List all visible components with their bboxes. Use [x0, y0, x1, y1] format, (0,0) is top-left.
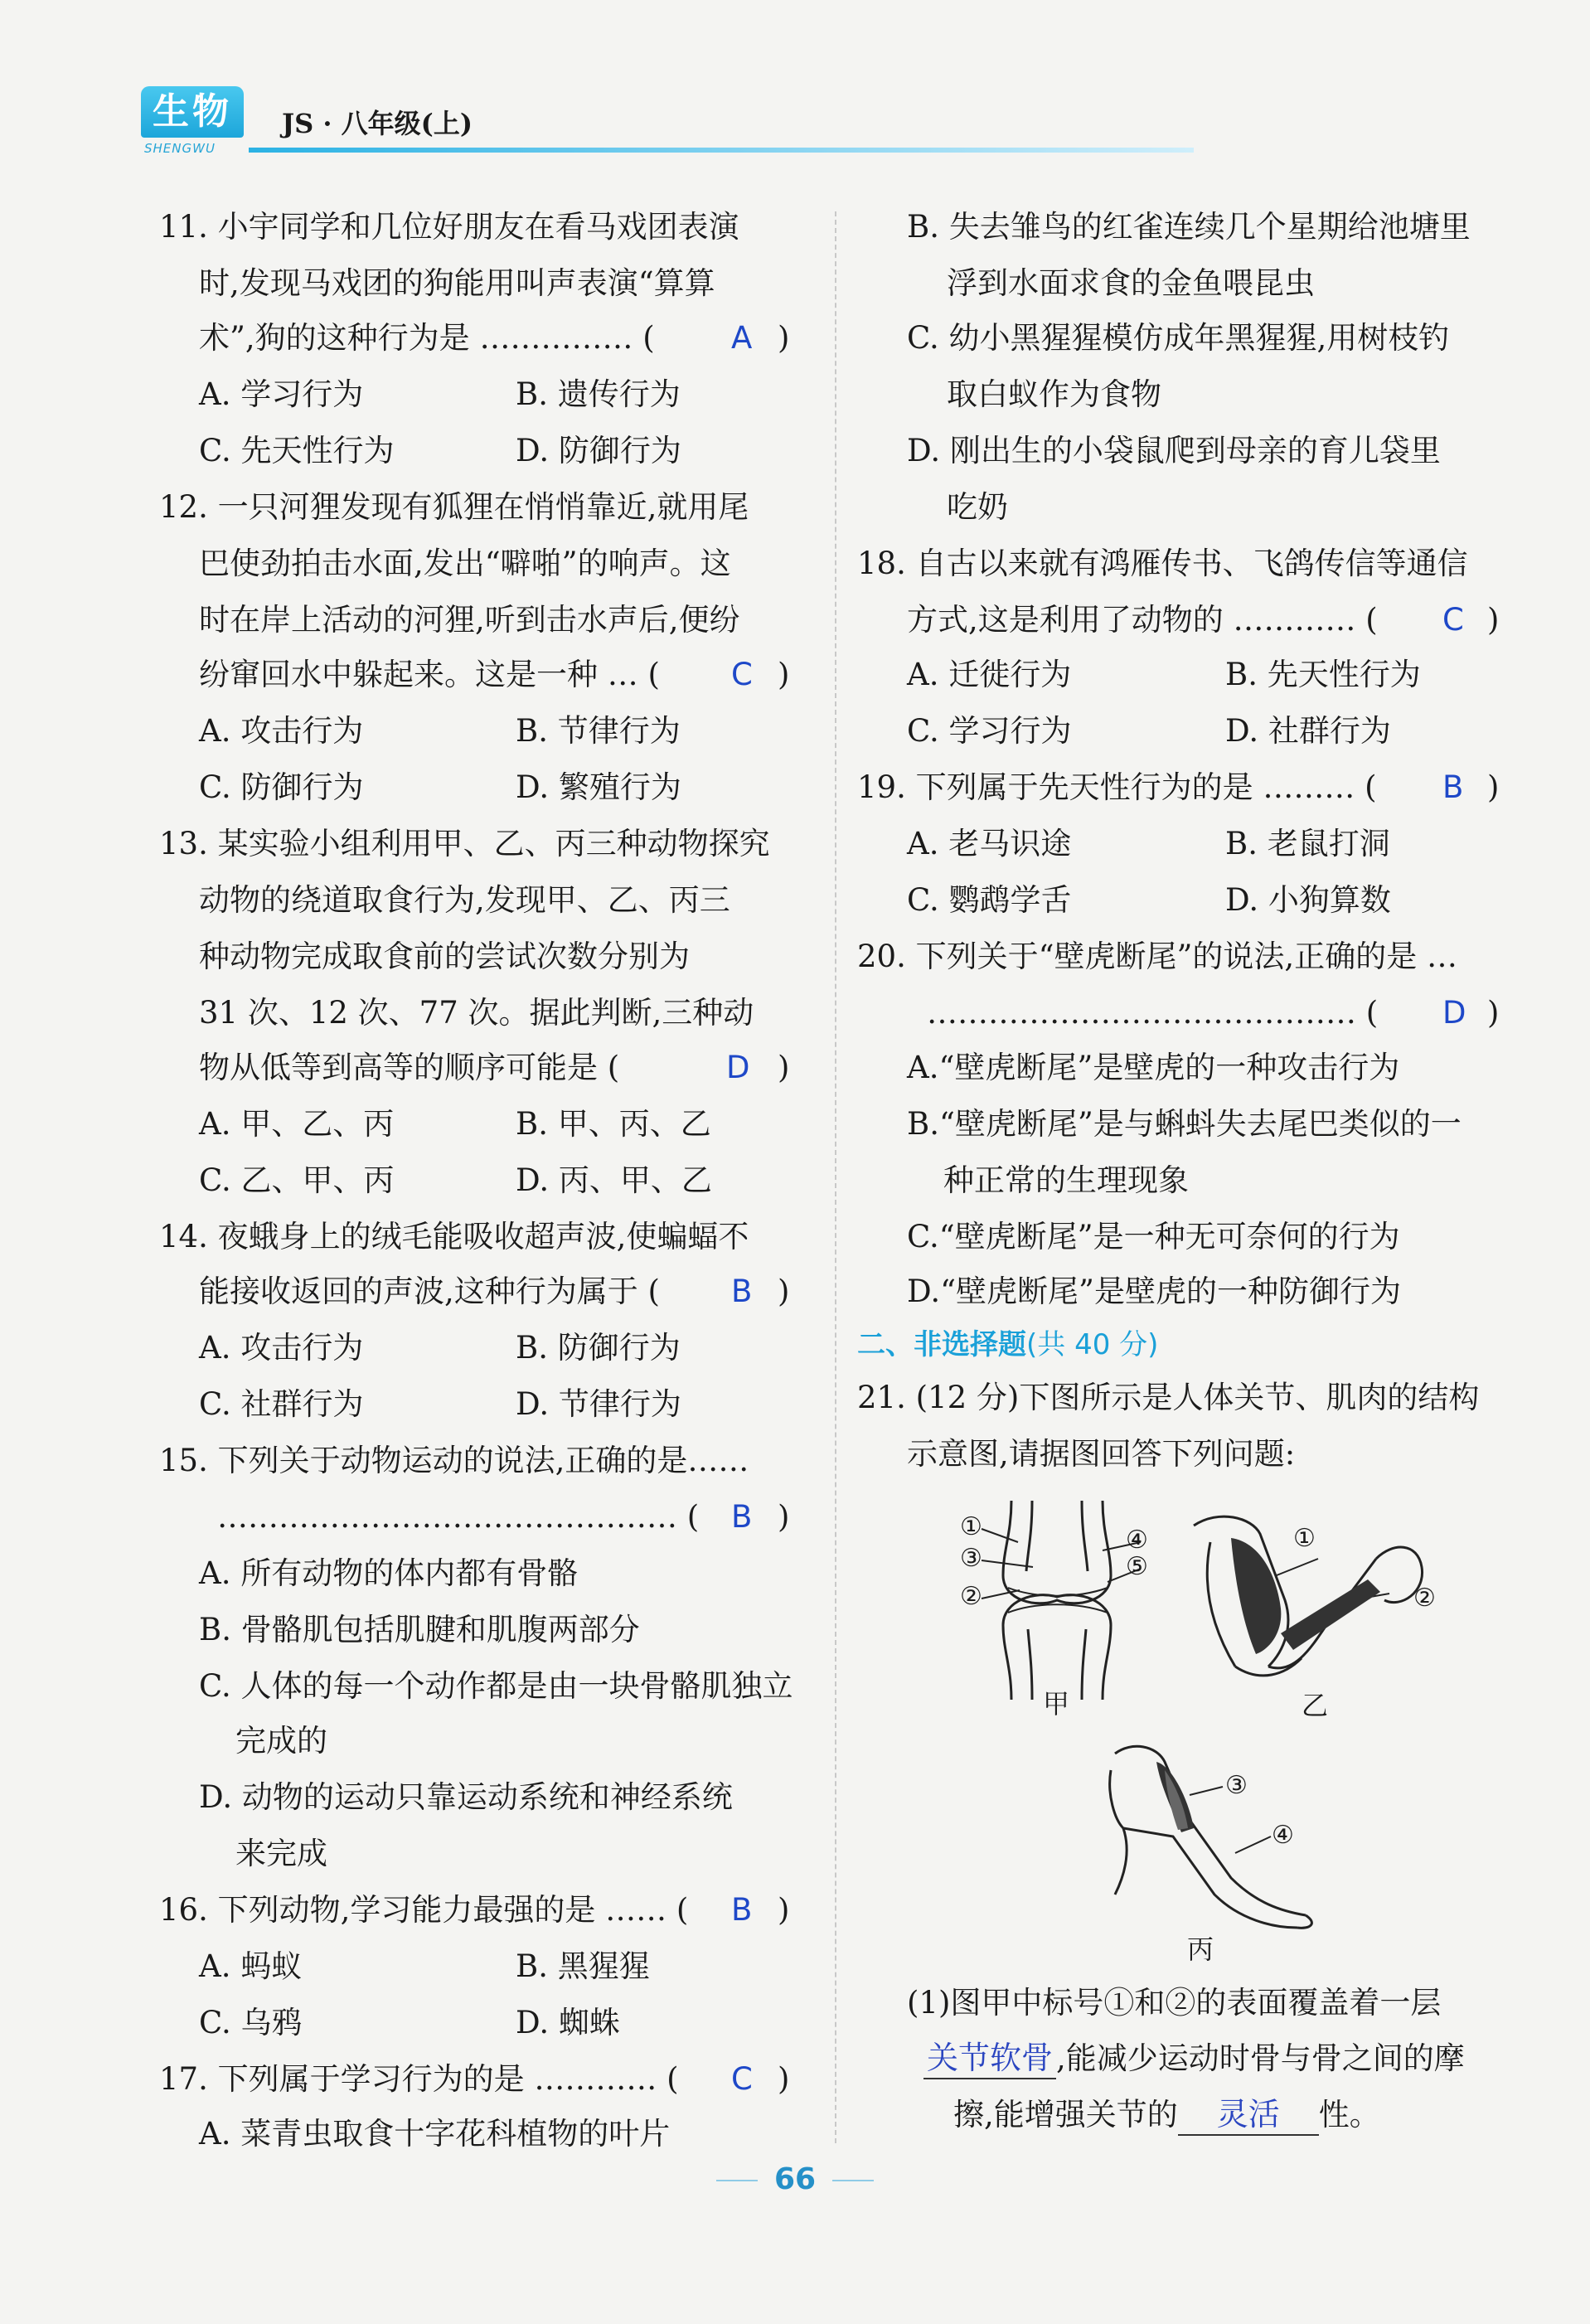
q16-option-b: B. 黑猩猩	[516, 1948, 650, 1984]
q15-option-d-cont: 来完成	[235, 1836, 327, 1871]
q21-sub1-line-3	[953, 2094, 1380, 2136]
q17-option-a: A. 菜青虫取食十字花科植物的叶片	[199, 2116, 671, 2152]
q16-option-c: C. 乌鸦	[199, 2005, 303, 2040]
extended-arm-label-3: ③	[1225, 1771, 1248, 1800]
q13-answer: D	[726, 1050, 750, 1085]
q12-line-1: 12. 一只河狸发现有狐狸在悄悄靠近,就用尾	[159, 489, 749, 525]
section-2-heading	[857, 1325, 1158, 1365]
q18-close-paren: )	[1487, 602, 1500, 638]
q13-close-paren: )	[778, 1050, 790, 1085]
q16-line-1: 16. 下列动物,学习能力最强的是 …… (	[159, 1892, 689, 1928]
knee-label-4: ④	[1126, 1526, 1148, 1555]
q13-option-d: D. 丙、甲、乙	[516, 1162, 712, 1198]
header-rule	[249, 148, 1194, 153]
logo-subtitle: SHENGWU	[144, 141, 216, 156]
q14-option-c: C. 社群行为	[199, 1386, 364, 1422]
q17-option-c-cont: 取白蚁作为食物	[947, 376, 1161, 412]
q15-close-paren: )	[778, 1499, 790, 1535]
q13-line-3: 种动物完成取食前的尝试次数分别为	[199, 939, 690, 974]
q11-option-d: D. 防御行为	[516, 433, 681, 468]
q12-answer: C	[731, 657, 753, 692]
q12-close-paren: )	[778, 657, 790, 692]
q19-option-d: D. 小狗算数	[1225, 882, 1391, 918]
page-number-dash-right	[832, 2180, 874, 2181]
q12-option-b: B. 节律行为	[516, 713, 681, 749]
q20-option-c: C.“壁虎断尾”是一种无可奈何的行为	[907, 1219, 1400, 1254]
section-2-points: (共 40 分)	[1026, 1328, 1159, 1361]
q18-line-2: 方式,这是利用了动物的 ………… (	[907, 602, 1378, 638]
page-number-value: 66	[773, 2162, 817, 2196]
q20-option-d: D.“壁虎断尾”是壁虎的一种防御行为	[907, 1274, 1401, 1309]
q21-sub1-line-2-text: ,能减少运动时骨与骨之间的摩	[1056, 2040, 1465, 2076]
q19-option-a: A. 老马识途	[907, 826, 1072, 861]
q14-line-2: 能接收返回的声波,这种行为属于 (	[199, 1274, 660, 1309]
q15-option-c-cont: 完成的	[235, 1723, 327, 1759]
q13-line-1: 13. 某实验小组利用甲、乙、丙三种动物探究	[159, 826, 770, 861]
q12-line-3: 时在岸上活动的河狸,听到击水声后,便纷	[199, 602, 740, 638]
q19-option-b: B. 老鼠打洞	[1225, 826, 1390, 861]
q11-option-c: C. 先天性行为	[199, 433, 395, 468]
q14-option-b: B. 防御行为	[516, 1330, 681, 1366]
q12-option-c: C. 防御行为	[199, 769, 364, 805]
q20-answer: D	[1442, 995, 1466, 1031]
q15-line-1: 15. 下列关于动物运动的说法,正确的是……	[159, 1443, 749, 1478]
figure-knee-joint	[953, 1492, 1161, 1708]
q21-sub1-line-1: (1)图甲中标号①和②的表面覆盖着一层	[907, 1985, 1442, 2021]
q13-line-4: 31 次、12 次、77 次。据此判断,三种动	[199, 995, 754, 1031]
q21-line-1: 21. (12 分)下图所示是人体关节、肌肉的结构	[857, 1380, 1480, 1415]
column-divider	[835, 211, 836, 2143]
q14-line-1: 14. 夜蛾身上的绒毛能吸收超声波,使蝙蝠不	[159, 1219, 749, 1254]
q18-option-c: C. 学习行为	[907, 713, 1072, 749]
logo-text: 生物	[141, 86, 244, 138]
q11-line-1: 11. 小宇同学和几位好朋友在看马戏团表演	[159, 209, 739, 245]
q17-answer: C	[731, 2061, 753, 2097]
q17-option-c: C. 幼小黑猩猩模仿成年黑猩猩,用树枝钓	[907, 320, 1450, 356]
q14-option-a: A. 攻击行为	[199, 1330, 364, 1366]
q15-option-b: B. 骨骼肌包括肌腱和肌腹两部分	[199, 1612, 640, 1647]
q13-option-b: B. 甲、丙、乙	[516, 1106, 711, 1142]
q11-line-2: 时,发现马戏团的狗能用叫声表演“算算	[199, 265, 715, 301]
q21-line-2: 示意图,请据图回答下列问题:	[907, 1436, 1296, 1472]
q17-option-d: D. 刚出生的小袋鼠爬到母亲的育儿袋里	[907, 433, 1441, 468]
q17-line-1: 17. 下列属于学习行为的是 ………… (	[159, 2061, 679, 2097]
page-number	[0, 2162, 1590, 2196]
q14-option-d: D. 节律行为	[516, 1386, 681, 1422]
q16-answer: B	[731, 1892, 753, 1928]
q13-line-2: 动物的绕道取食行为,发现甲、乙、丙三	[199, 882, 730, 918]
subject-logo	[141, 86, 249, 156]
q18-option-a: A. 迁徙行为	[907, 657, 1072, 692]
q20-close-paren: )	[1487, 995, 1500, 1031]
figure-label-yi: 乙	[1302, 1690, 1329, 1721]
q11-option-a: A. 学习行为	[199, 376, 364, 412]
arm-label-2: ②	[1413, 1584, 1436, 1613]
q17-option-d-cont: 吃奶	[947, 489, 1008, 525]
knee-label-1: ①	[960, 1512, 982, 1541]
knee-label-2: ②	[960, 1582, 982, 1611]
knee-label-3: ③	[960, 1544, 982, 1573]
q19-option-c: C. 鹦鹉学舌	[907, 882, 1072, 918]
q21-fill-1: 关节软骨	[923, 2038, 1056, 2079]
q14-answer: B	[731, 1274, 753, 1309]
q15-answer: B	[731, 1499, 753, 1535]
section-2-title: 二、非选择题	[857, 1328, 1026, 1361]
arm-label-1: ①	[1293, 1524, 1316, 1553]
q11-option-b: B. 遗传行为	[516, 376, 681, 412]
figure-label-bing: 丙	[1187, 1933, 1214, 1965]
q15-option-a: A. 所有动物的体内都有骨骼	[199, 1555, 579, 1591]
q18-option-d: D. 社群行为	[1225, 713, 1391, 749]
extended-arm-label-4: ④	[1272, 1821, 1294, 1850]
q17-option-b: B. 失去雏鸟的红雀连续几个星期给池塘里	[907, 209, 1471, 245]
q20-option-b: B.“壁虎断尾”是与蝌蚪失去尾巴类似的一	[907, 1106, 1462, 1142]
q18-option-b: B. 先天性行为	[1225, 657, 1421, 692]
q19-line-1: 19. 下列属于先天性行为的是 ……… (	[857, 769, 1377, 805]
q21-sub1-line-3-pre: 擦,能增强关节的	[953, 2097, 1178, 2132]
q13-line-5: 物从低等到高等的顺序可能是 (	[199, 1050, 620, 1085]
q11-answer: A	[731, 320, 753, 356]
q11-line-3: 术”,狗的这种行为是 …………… (	[199, 320, 655, 356]
q17-close-paren: )	[778, 2061, 790, 2097]
page-number-dash-left	[716, 2180, 758, 2181]
q19-answer: B	[1442, 769, 1464, 805]
q12-option-d: D. 繁殖行为	[516, 769, 681, 805]
q14-close-paren: )	[778, 1274, 790, 1309]
q12-line-4: 纷窜回水中躲起来。这是一种 … (	[199, 657, 660, 692]
q16-option-a: A. 蚂蚁	[199, 1948, 303, 1984]
q20-option-a: A.“壁虎断尾”是壁虎的一种攻击行为	[907, 1050, 1400, 1085]
q15-option-d: D. 动物的运动只靠运动系统和神经系统	[199, 1779, 733, 1815]
q15-option-c: C. 人体的每一个动作都是由一块骨骼肌独立	[199, 1668, 793, 1704]
q12-line-2: 巴使劲拍击水面,发出“噼啪”的响声。这	[199, 546, 731, 581]
q18-line-1: 18. 自古以来就有鸿雁传书、飞鸽传信等通信	[857, 546, 1468, 581]
book-title: JS · 八年级(上)	[282, 108, 473, 139]
knee-label-5: ⑤	[1126, 1552, 1148, 1581]
q21-sub1-line-3-post: 性。	[1318, 2097, 1380, 2132]
q16-close-paren: )	[778, 1892, 790, 1928]
q15-line-2: ……………………………………… (	[217, 1499, 700, 1535]
q21-sub1-line-2	[923, 2038, 1465, 2079]
q20-option-b-cont: 种正常的生理现象	[943, 1162, 1189, 1198]
q13-option-a: A. 甲、乙、丙	[199, 1106, 395, 1142]
q21-fill-2: 灵活	[1178, 2094, 1319, 2136]
q20-line-1: 20. 下列关于“壁虎断尾”的说法,正确的是 …	[857, 939, 1457, 974]
q17-option-b-cont: 浮到水面求食的金鱼喂昆虫	[947, 265, 1315, 301]
q18-answer: C	[1442, 602, 1464, 638]
q20-line-2: …………………………………… (	[927, 995, 1379, 1031]
q11-close-paren: )	[778, 320, 790, 356]
figure-label-jia: 甲	[1043, 1688, 1070, 1720]
q12-option-a: A. 攻击行为	[199, 713, 364, 749]
q19-close-paren: )	[1487, 769, 1500, 805]
q16-option-d: D. 蜘蛛	[516, 2005, 620, 2040]
q13-option-c: C. 乙、甲、丙	[199, 1162, 395, 1198]
